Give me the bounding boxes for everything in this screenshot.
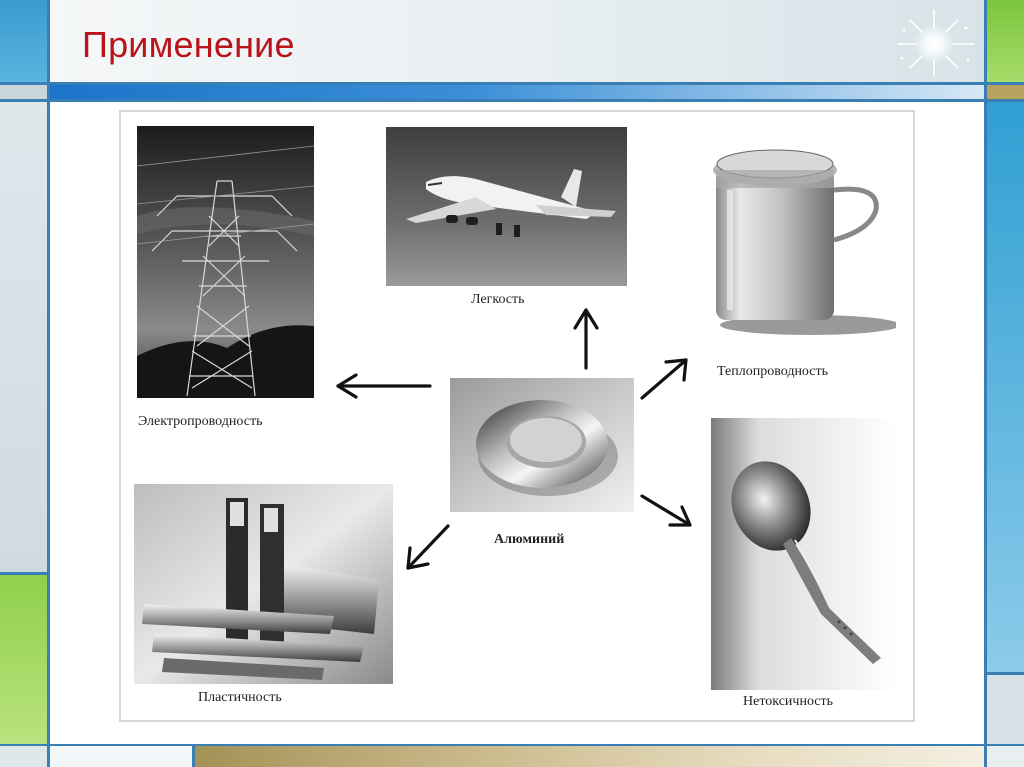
- side-panel-left-bottom: [0, 746, 47, 767]
- label-thermal-conductivity: Теплопроводность: [717, 364, 828, 379]
- frame-line-right: [984, 0, 987, 767]
- frame-line-footer: [0, 744, 1024, 746]
- corner-block-top-left: [0, 0, 47, 82]
- label-non-toxicity: Нетоксичность: [743, 694, 834, 709]
- slide-title: Применение: [82, 24, 295, 65]
- label-plasticity: Пластичность: [198, 690, 282, 705]
- photo-power-line-tower: [137, 126, 314, 398]
- side-panel-right-upper: [987, 102, 1024, 672]
- side-panel-right-bottom: [987, 746, 1024, 767]
- side-panel-left-lower: [0, 575, 47, 744]
- sparkle-icon: [892, 6, 978, 78]
- photo-metal-mug: [700, 130, 896, 335]
- label-electroconductivity: Электропроводность: [138, 414, 263, 429]
- header-accent-band: [50, 85, 984, 99]
- side-block-right-olive: [987, 85, 1024, 99]
- frame-line-right-split: [987, 672, 1024, 675]
- label-center-aluminium: Алюминий: [494, 532, 565, 547]
- side-block-left-grey: [0, 85, 47, 99]
- photo-airplane: [386, 127, 627, 286]
- side-panel-left-upper: [0, 102, 47, 572]
- label-lightness: Легкость: [471, 292, 525, 307]
- frame-line-header: [0, 82, 1024, 85]
- bottom-strip-left: [50, 746, 192, 767]
- frame-line-left-split: [0, 572, 47, 575]
- photo-aluminium-ring: [450, 378, 634, 512]
- footer-accent-band: [195, 746, 984, 767]
- frame-line-left: [47, 0, 50, 767]
- frame-line-footer-split: [192, 744, 195, 767]
- photo-metal-profiles: [134, 484, 393, 684]
- corner-block-top-right: [987, 0, 1024, 82]
- photo-spoon: [711, 418, 896, 690]
- side-panel-right-lower: [987, 675, 1024, 744]
- frame-line-band: [0, 99, 1024, 102]
